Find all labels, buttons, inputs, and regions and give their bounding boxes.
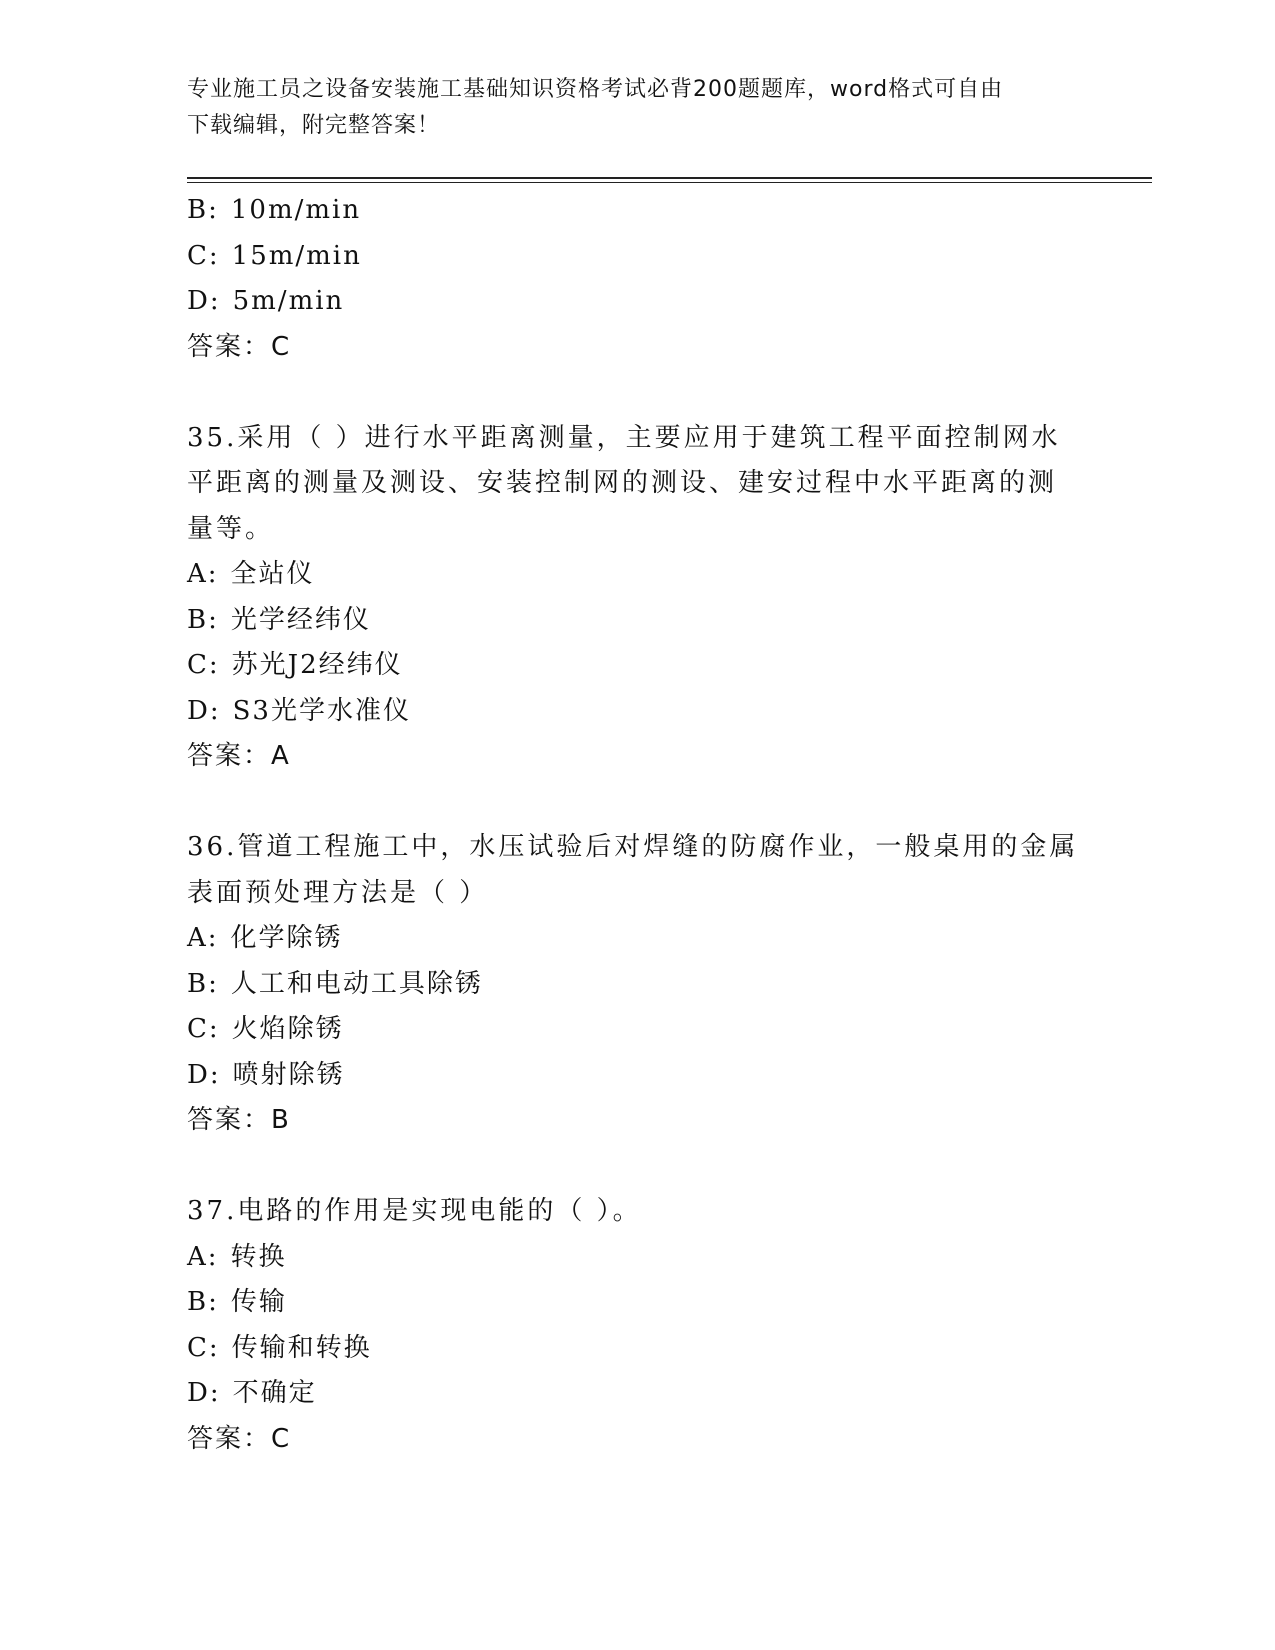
option-d: D: 不确定: [187, 1378, 317, 1408]
option-d: D: S3光学水准仪: [187, 695, 411, 726]
option-b: B: 传输: [187, 1287, 287, 1317]
answer-line: 答案：C: [187, 331, 292, 362]
header-divider: [187, 177, 1152, 179]
option-a: A: 化学除锈: [187, 923, 343, 953]
answer-line: 答案：C: [187, 1423, 292, 1454]
question-stem-line: 36.管道工程施工中，水压试验后对焊缝的防腐作业，一般桌用的金属: [187, 832, 1079, 862]
header-line-1: 专业施工员之设备安装施工基础知识资格考试必背200题题库，word格式可自由: [187, 77, 1004, 102]
question-37: [187, 1189, 1087, 1462]
answer-line: 答案：A: [187, 741, 291, 771]
option-b: B: 10m/min: [187, 195, 362, 225]
option-b: B: 人工和电动工具除锈: [187, 968, 483, 999]
option-a: A: 转换: [187, 1241, 287, 1272]
option-a: A: 全站仪: [187, 559, 315, 589]
question-stem-line: 37.电路的作用是实现电能的（ ）。: [187, 1196, 642, 1226]
answer-line: 答案：B: [187, 1105, 291, 1135]
option-c: C: 传输和转换: [187, 1332, 372, 1363]
option-d: D: 5m/min: [187, 286, 345, 316]
header-line-2: 下载编辑，附完整答案！: [187, 113, 441, 138]
question-content: [187, 188, 1087, 1462]
question-stem-line: 35.采用（ ）进行水平距离测量，主要应用于建筑工程平面控制网水: [187, 422, 1061, 453]
option-c: C: 15m/min: [187, 240, 362, 271]
document-header: [187, 72, 1087, 144]
option-c: C: 火焰除锈: [187, 1014, 344, 1044]
question-35: [187, 416, 1087, 780]
option-c: C: 苏光J2经纬仪: [187, 650, 403, 680]
option-d: D: 喷射除锈: [187, 1059, 345, 1090]
question-stem-line: 平距离的测量及测设、安装控制网的测设、建安过程中水平距离的测: [187, 468, 1058, 498]
header-divider-thin: [187, 182, 1152, 183]
question-stem-line: 表面预处理方法是（ ）: [187, 877, 489, 908]
question-36: [187, 825, 1087, 1144]
question-stem-line: 量等。: [187, 513, 275, 544]
option-b: B: 光学经纬仪: [187, 604, 371, 635]
